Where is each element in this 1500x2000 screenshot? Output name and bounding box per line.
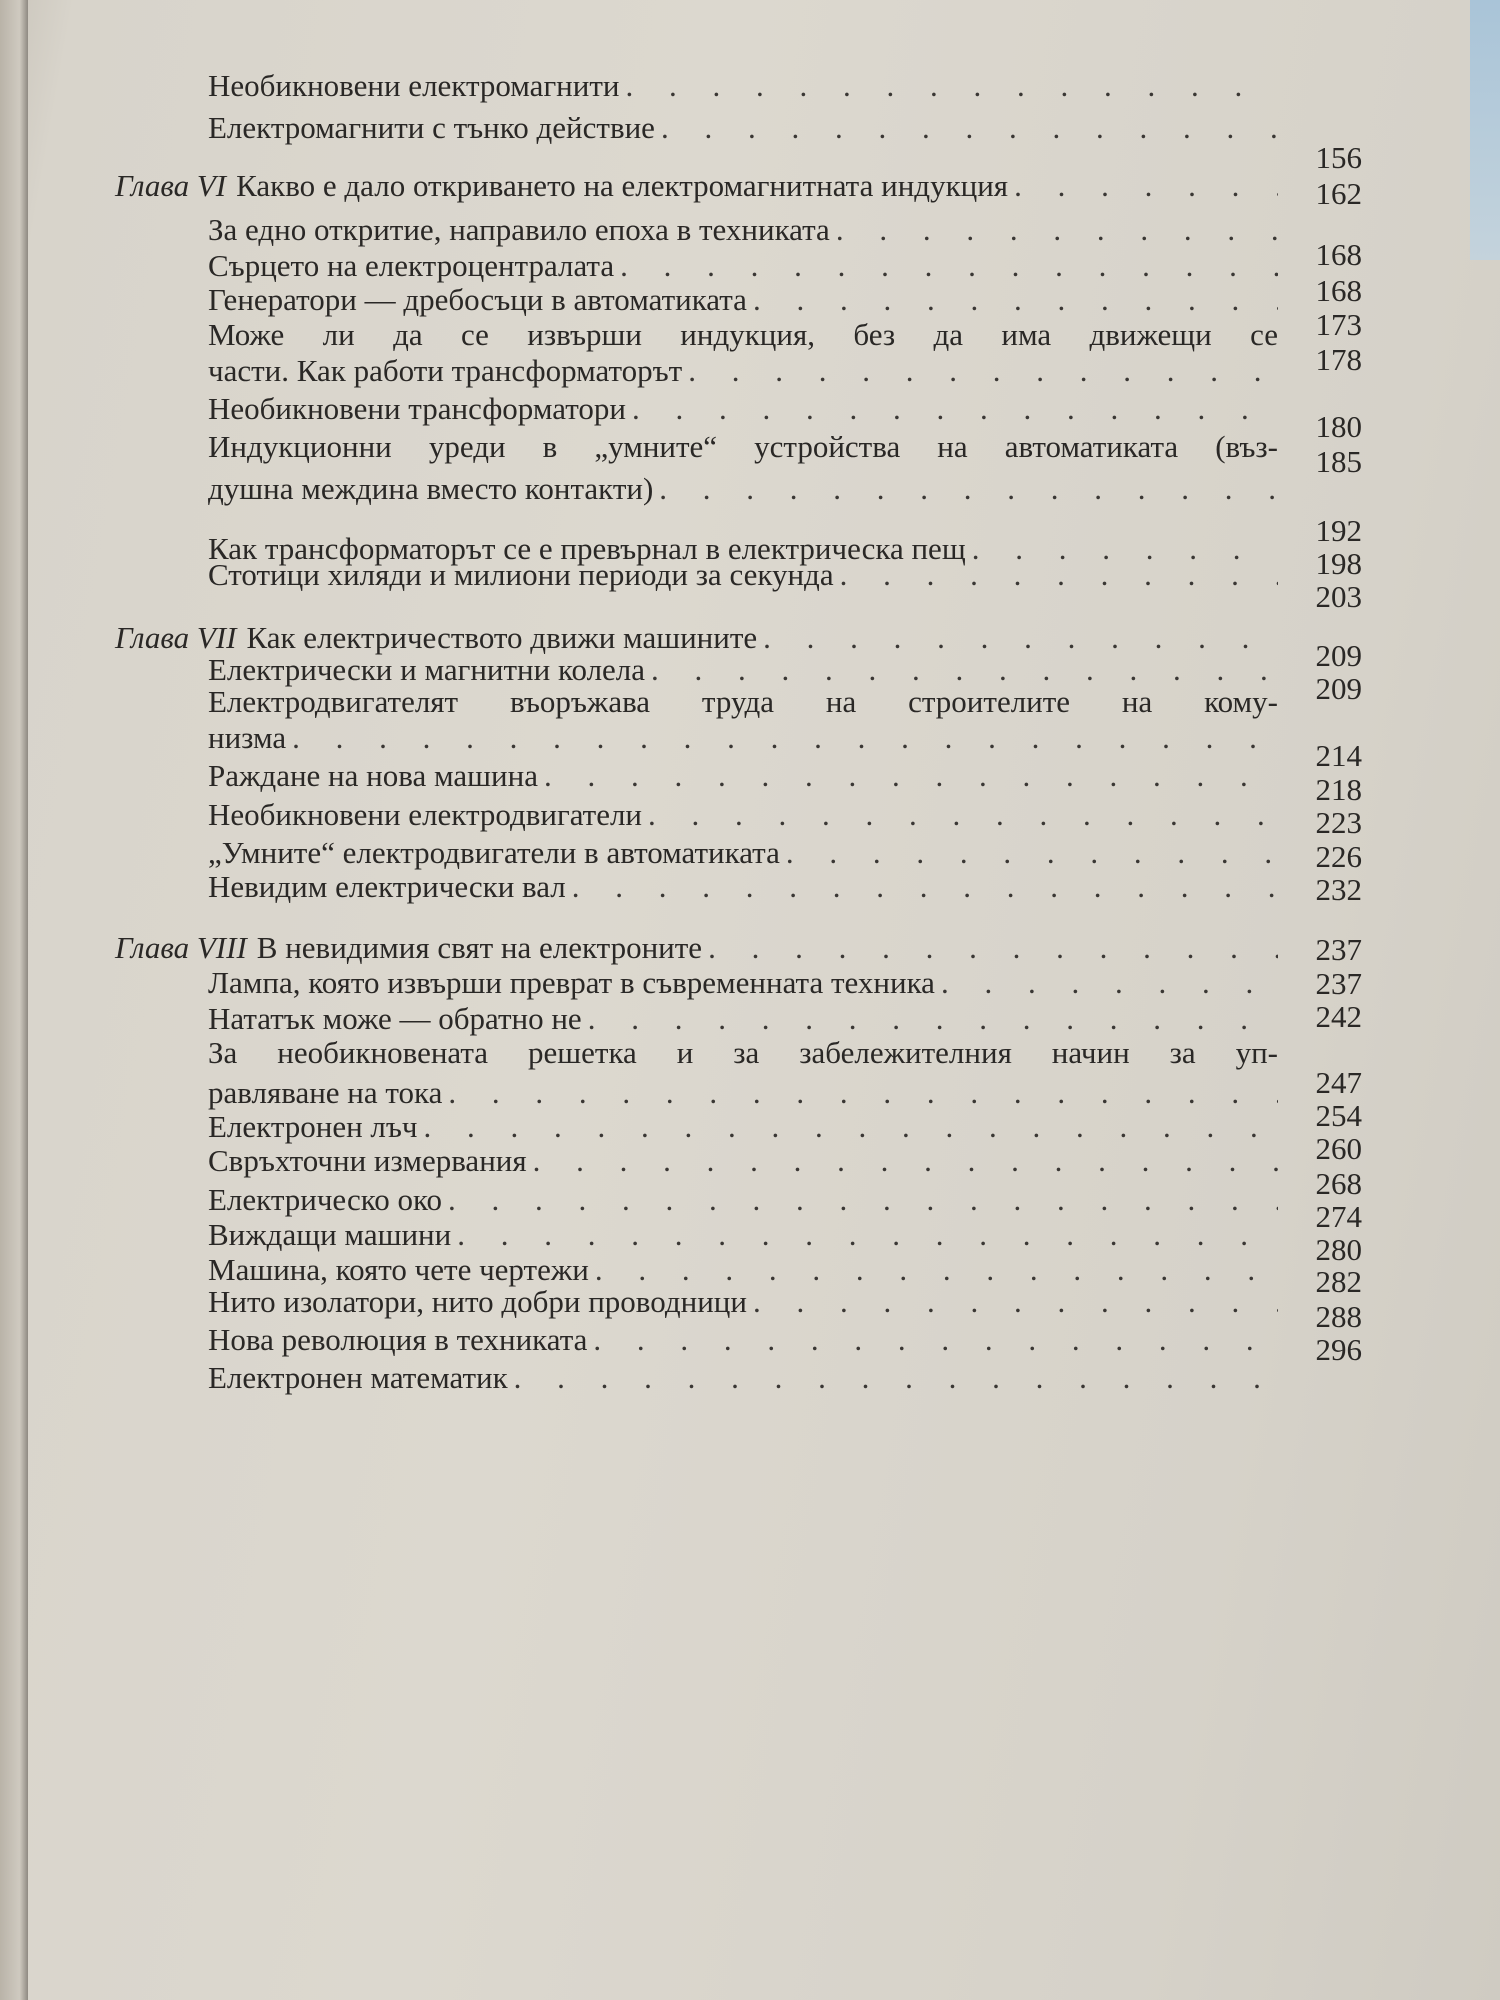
- toc-entry: [208, 758, 1278, 794]
- toc-entry: [208, 1284, 1278, 1320]
- entry-title: Машина, която чете чертежи: [208, 1252, 589, 1287]
- entry-title: Електронен лъч: [208, 1109, 418, 1144]
- entry-title: Виждащи машини: [208, 1217, 452, 1252]
- toc-entry: [208, 1252, 1278, 1288]
- entry-title: Електрическо око: [208, 1182, 442, 1217]
- entry-title: Необикновени трансформатори: [208, 391, 626, 426]
- entry-title: душна междина вместо контакти): [208, 471, 654, 506]
- dot-leader: [632, 391, 1278, 427]
- entry-title: Лампа, която извърши преврат в съвременната техника: [208, 965, 935, 1000]
- dot-leader: [620, 248, 1278, 284]
- entry-title: Електродвигателят въоръжава труда на строителите на кому-: [208, 684, 1278, 719]
- page-number: 218: [1315, 772, 1362, 807]
- page-number: 185: [1315, 444, 1362, 479]
- page-number: 168: [1315, 273, 1362, 308]
- entry-title: За необикновената решетка и за забележителния начин за уп-: [208, 1035, 1278, 1070]
- page-number: 282: [1315, 1264, 1362, 1299]
- toc-entry: [208, 720, 1278, 756]
- page-number: 226: [1315, 839, 1362, 874]
- dot-leader: [708, 930, 1278, 966]
- dot-leader: [786, 835, 1278, 871]
- toc-entry: [208, 1143, 1278, 1179]
- entry-title: За едно откритие, направило епоха в техниката: [208, 212, 830, 247]
- entry-title: Какво е дало откриването на електромагнитната индукция: [236, 168, 1009, 203]
- chapter-entry: [115, 620, 1278, 656]
- dot-leader: [588, 1001, 1278, 1037]
- page-number: 247: [1315, 1065, 1362, 1100]
- entry-title: „Умните“ електродвигатели в автоматиката: [208, 835, 780, 870]
- page-number: 209: [1315, 671, 1362, 706]
- toc-entry: [208, 797, 1278, 833]
- entry-title: Може ли да се извърши индукция, без да има движещи се: [208, 317, 1278, 352]
- page-number: 162: [1315, 176, 1362, 211]
- entry-title: Електронен математик: [208, 1360, 508, 1395]
- entry-title: низма: [208, 720, 287, 755]
- dot-leader: [688, 353, 1278, 389]
- page-number: 288: [1315, 1299, 1362, 1334]
- entry-title: Стотици хиляди и милиони периоди за секунда: [208, 557, 834, 592]
- toc-entry: [208, 869, 1278, 905]
- dot-leader: [625, 68, 1278, 104]
- chapter-entry: [115, 930, 1278, 966]
- page-number: 203: [1315, 579, 1362, 614]
- dot-leader: [448, 1075, 1278, 1111]
- page-number: 192: [1315, 513, 1362, 548]
- chapter-label: Глава VIII: [115, 930, 247, 965]
- toc-entry: [208, 684, 1278, 720]
- page-gutter: [0, 0, 28, 2000]
- background-edge: [1470, 0, 1500, 260]
- toc-entry: [208, 1322, 1278, 1358]
- dot-leader: [763, 620, 1278, 656]
- page-number: 168: [1315, 237, 1362, 272]
- dot-leader: [661, 110, 1278, 146]
- page-number: 237: [1315, 932, 1362, 967]
- dot-leader: [1014, 168, 1278, 204]
- toc-entry: [208, 1035, 1278, 1071]
- toc-entry: [208, 1217, 1278, 1253]
- page-number: 260: [1315, 1131, 1362, 1166]
- dot-leader: [572, 869, 1278, 905]
- dot-leader: [595, 1252, 1278, 1288]
- entry-title: Индукционни уреди в „умните“ устройства на автоматиката (въз-: [208, 429, 1278, 464]
- page-number: 280: [1315, 1232, 1362, 1267]
- toc-entry: [208, 110, 1278, 146]
- toc-entry: [208, 317, 1278, 353]
- page-number: 214: [1315, 738, 1362, 773]
- dot-leader: [424, 1109, 1278, 1145]
- page-number: 268: [1315, 1166, 1362, 1201]
- dot-leader: [753, 1284, 1278, 1320]
- toc-entry: [208, 282, 1278, 318]
- page-number: 180: [1315, 409, 1362, 444]
- entry-title: Електромагнити с тънко действие: [208, 110, 655, 145]
- page-number: 156: [1315, 140, 1362, 175]
- entry-title: Свръхточни измервания: [208, 1143, 527, 1178]
- page-number: 274: [1315, 1199, 1362, 1234]
- entry-title: Как електричеството движи машините: [246, 620, 758, 655]
- dot-leader: [514, 1360, 1278, 1396]
- dot-leader: [544, 758, 1278, 794]
- page-number: 173: [1315, 307, 1362, 342]
- toc-entry: [208, 68, 1278, 104]
- entry-title: Електрически и магнитни колела: [208, 652, 646, 687]
- dot-leader: [840, 557, 1278, 593]
- dot-leader: [457, 1217, 1278, 1253]
- chapter-label: Глава VI: [115, 168, 227, 203]
- page-number: 296: [1315, 1332, 1362, 1367]
- dot-leader: [448, 1182, 1278, 1218]
- toc-entry: [208, 353, 1278, 389]
- toc-entry: [208, 557, 1278, 593]
- entry-title: Раждане на нова машина: [208, 758, 538, 793]
- page-number: 178: [1315, 342, 1362, 377]
- dot-leader: [659, 471, 1278, 507]
- toc-entry: [208, 212, 1278, 248]
- toc-entry: [208, 429, 1278, 465]
- page-number: 254: [1315, 1098, 1362, 1133]
- dot-leader: [941, 965, 1278, 1001]
- toc-entry: [208, 1075, 1278, 1111]
- entry-title: Сърцето на електроцентралата: [208, 248, 615, 283]
- dot-leader: [651, 652, 1278, 688]
- page-number: 242: [1315, 999, 1362, 1034]
- entry-title: Необикновени електродвигатели: [208, 797, 643, 832]
- entry-title: Невидим електрически вал: [208, 869, 566, 904]
- dot-leader: [836, 212, 1278, 248]
- entry-title: равляване на тока: [208, 1075, 443, 1110]
- chapter-label: Глава VII: [115, 620, 237, 655]
- dot-leader: [648, 797, 1278, 833]
- toc-entry: [208, 248, 1278, 284]
- dot-leader: [593, 1322, 1278, 1358]
- toc-entry: [208, 835, 1278, 871]
- entry-title: В невидимия свят на електроните: [256, 930, 703, 965]
- page-number: 198: [1315, 546, 1362, 581]
- dot-leader: [292, 720, 1278, 756]
- chapter-entry: [115, 168, 1278, 204]
- toc-entry: [208, 1109, 1278, 1145]
- page-number: 223: [1315, 805, 1362, 840]
- toc-entry: [208, 1182, 1278, 1218]
- toc-entry: [208, 652, 1278, 688]
- toc-entry: [208, 471, 1278, 507]
- entry-title: части. Как работи трансформаторът: [208, 353, 683, 388]
- entry-title: Нито изолатори, нито добри проводници: [208, 1284, 747, 1319]
- page-number: 232: [1315, 872, 1362, 907]
- page-number: 209: [1315, 638, 1362, 673]
- entry-title: Нататък може — обратно не: [208, 1001, 582, 1036]
- page-number: 237: [1315, 966, 1362, 1001]
- toc-entry: [208, 1360, 1278, 1396]
- dot-leader: [753, 282, 1278, 318]
- toc-entry: [208, 1001, 1278, 1037]
- dot-leader: [533, 1143, 1278, 1179]
- entry-title: Нова революция в техниката: [208, 1322, 588, 1357]
- entry-title: Генератори — дребосъци в автоматиката: [208, 282, 747, 317]
- entry-title: Как трансформаторът се е превърнал в електрическа пещ: [208, 531, 966, 566]
- toc-entry: [208, 965, 1278, 1001]
- entry-title: Необикновени електромагнити: [208, 68, 620, 103]
- toc-entry: [208, 391, 1278, 427]
